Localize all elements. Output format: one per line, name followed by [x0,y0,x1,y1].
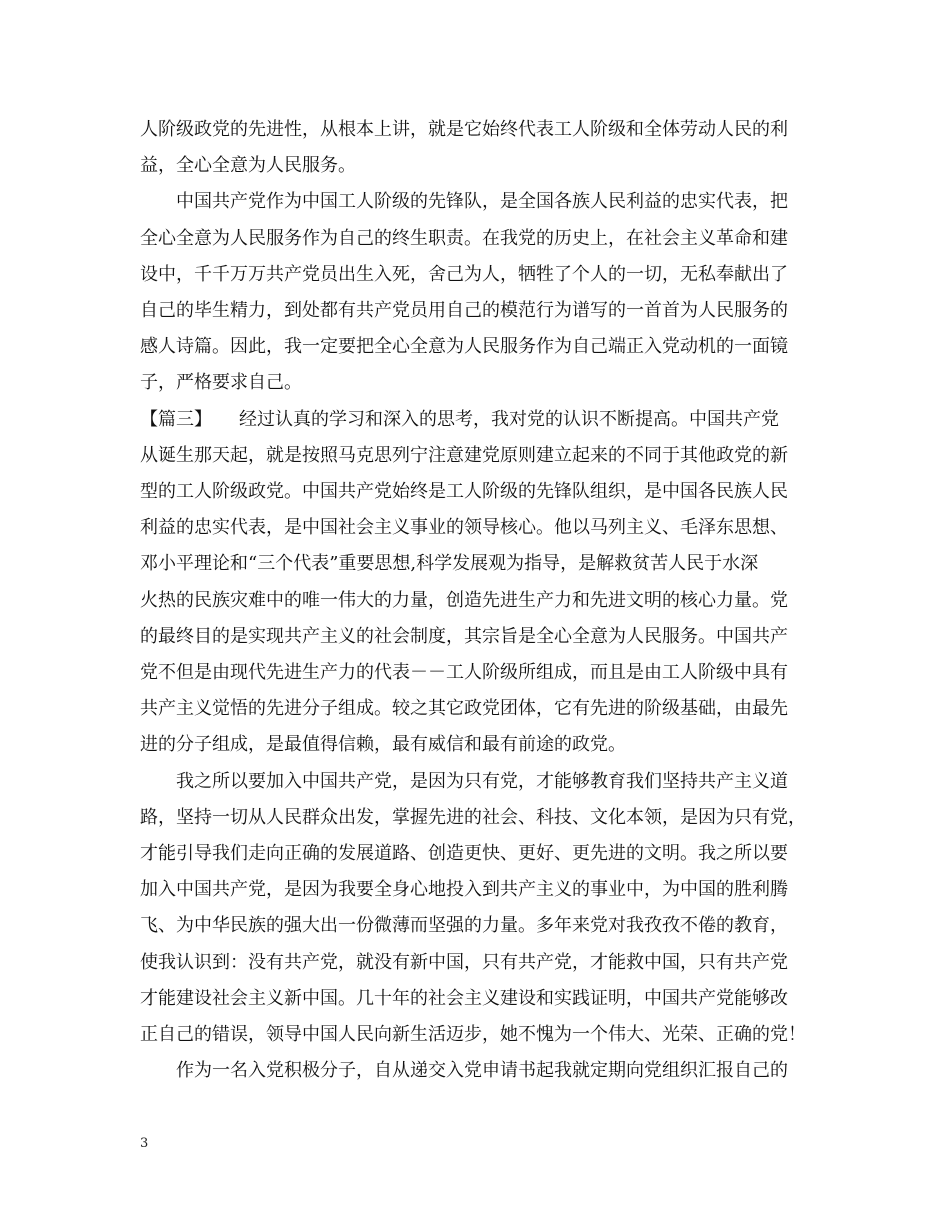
text-line: 使我认识到：没有共产党，就没有新中国，只有共产党，才能救中国，只有共产党 [140,952,788,973]
text-line: 人阶级政党的先进性，从根本上讲，就是它始终代表工人阶级和全体劳动人民的利 [140,119,788,140]
text-line: 才能建设社会主义新中国。几十年的社会主义建设和实践证明，中国共产党能够改 [140,988,788,1009]
text-line: 益，全心全意为人民服务。 [140,155,356,176]
text-line: 中国共产党作为中国工人阶级的先锋队，是全国各族人民利益的忠实代表，把 [140,191,788,212]
text-line: 作为一名入党积极分子，自从递交入党申请书起我就定期向党组织汇报自己的 [140,1060,788,1081]
text-line: 正自己的错误，领导中国人民向新生活迈步，她不愧为一个伟大、光荣、正确的党！ [140,1024,806,1045]
text-line: 的最终目的是实现共产主义的社会制度，其宗旨是全心全意为人民服务。中国共产 [140,626,788,647]
text-line: 飞、为中华民族的强大出一份微薄而坚强的力量。多年来党对我孜孜不倦的教育， [140,915,788,936]
text-line: 共产主义觉悟的先进分子组成。较之其它政党团体，它有先进的阶级基础，由最先 [140,698,788,719]
text-line: 从诞生那天起，就是按照马克思列宁注意建党原则建立起来的不同于其他政党的新 [140,445,788,466]
text-line: 自己的毕生精力，到处都有共产党员用自己的模范行为谱写的一首首为人民服务的 [140,300,788,321]
text-line: 党不但是由现代先进生产力的代表－－工人阶级所组成，而且是由工人阶级中具有 [140,662,788,683]
text-line: 我之所以要加入中国共产党，是因为只有党，才能够教育我们坚持共产主义道 [140,771,788,792]
text-line: 邓小平理论和“三个代表”重要思想,科学发展观为指导，是解救贫苦人民于水深 [140,553,759,574]
text-line: 才能引导我们走向正确的发展道路、创造更快、更好、更先进的文明。我之所以要 [140,843,788,864]
text-line: 路，坚持一切从人民群众出发，掌握先进的社会、科技、文化本领，是因为只有党， [140,807,806,828]
text-line: 型的工人阶级政党。中国共产党始终是工人阶级的先锋队组织，是中国各民族人民 [140,481,788,502]
text-line: 感人诗篇。因此，我一定要把全心全意为人民服务作为自己端正入党动机的一面镜 [140,336,788,357]
text-line: 加入中国共产党，是因为我要全身心地投入到共产主义的事业中，为中国的胜利腾 [140,879,788,900]
text-line: 火热的民族灾难中的唯一伟大的力量，创造先进生产力和先进文明的核心力量。党 [140,590,788,611]
text-line: 全心全意为人民服务作为自己的终生职责。在我党的历史上，在社会主义革命和建 [140,228,788,249]
page-number: 3 [140,1136,149,1151]
text-line: 进的分子组成，是最值得信赖，最有威信和最有前途的政党。 [140,734,626,755]
text-line: 利益的忠实代表，是中国社会主义事业的领导核心。他以马列主义、毛泽东思想、 [140,517,788,538]
section-heading-line: 【篇三】 经过认真的学习和深入的思考，我对党的认识不断提高。中国共产党 [140,409,779,430]
text-line: 设中，千千万万共产党员出生入死，舍己为人，牺牲了个人的一切，无私奉献出了 [140,264,788,285]
text-line: 子，严格要求自己。 [140,372,302,393]
